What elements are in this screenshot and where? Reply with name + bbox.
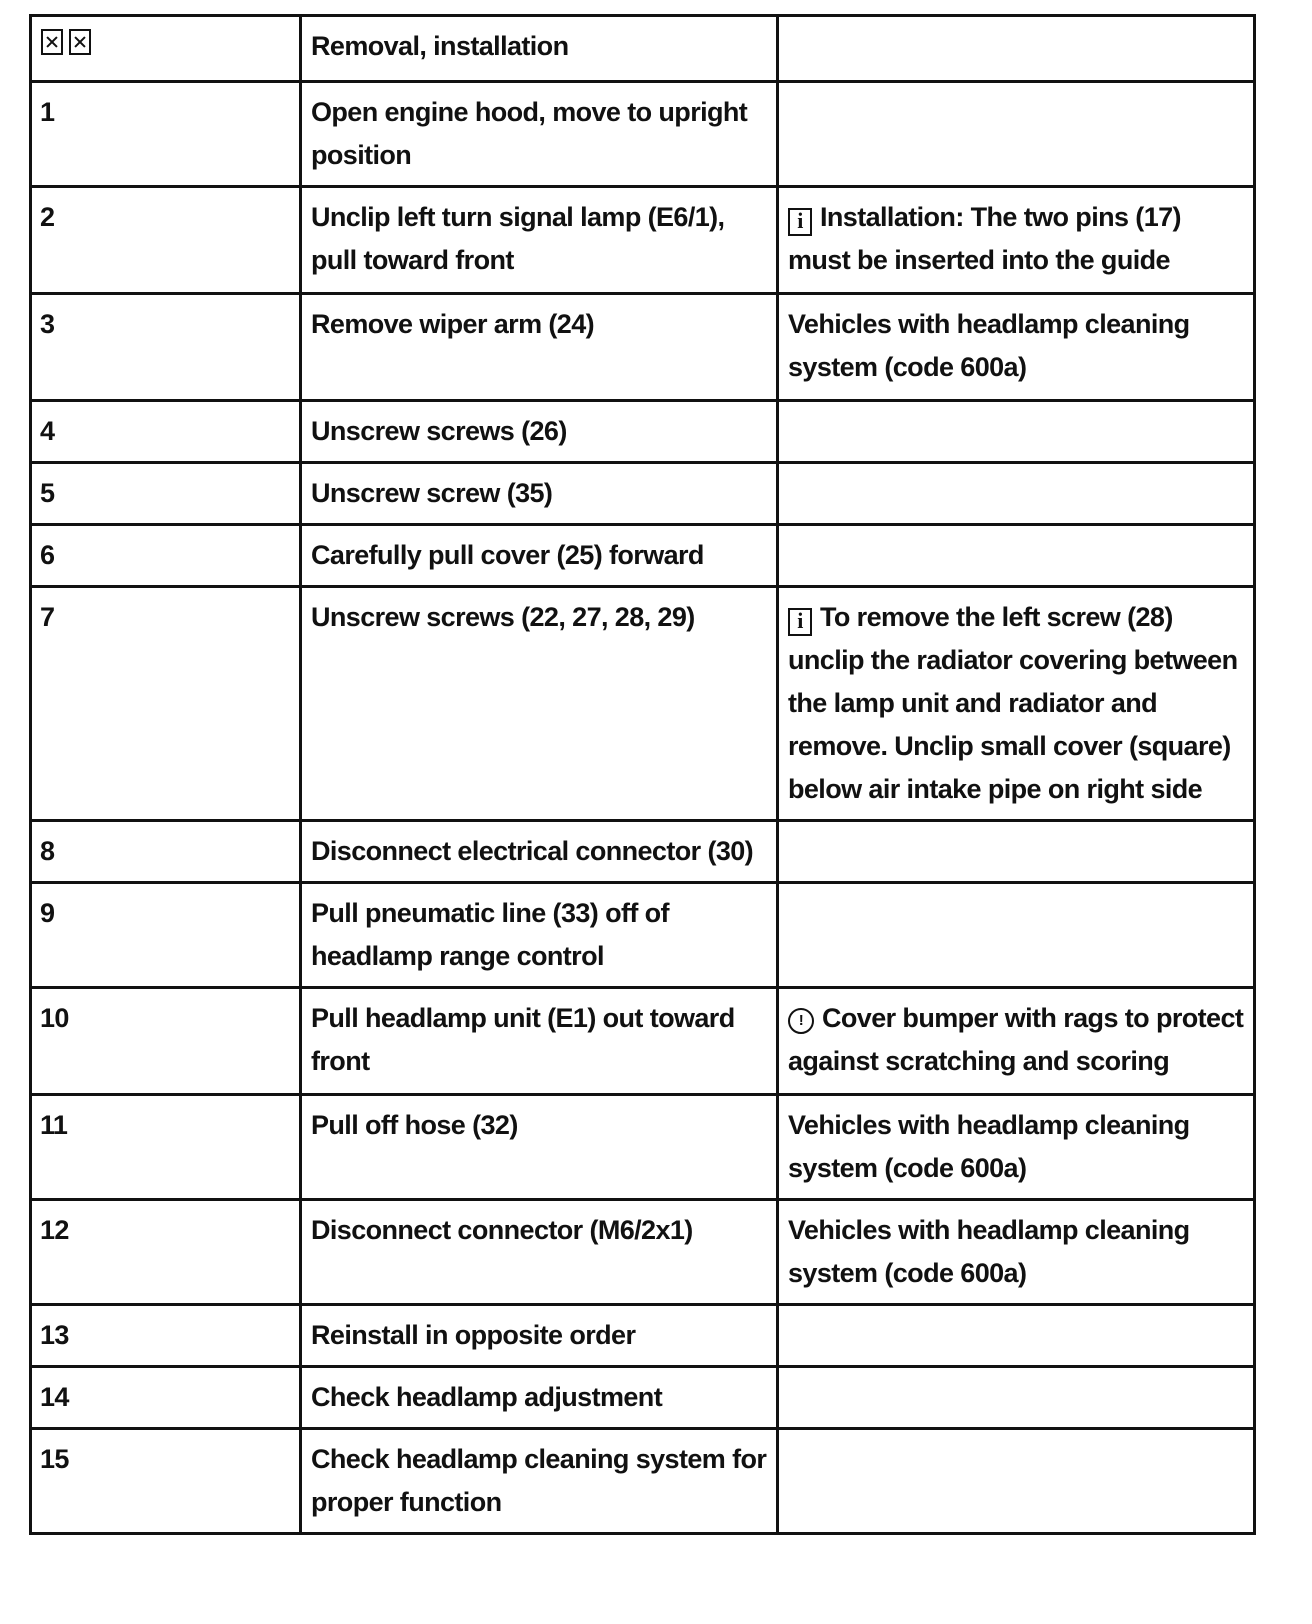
step-action: Open engine hood, move to upright position <box>301 82 778 187</box>
step-note <box>778 1200 1255 1305</box>
table-row <box>31 1200 1255 1305</box>
step-number: 3 <box>31 294 301 401</box>
step-action: Pull headlamp unit (E1) out toward front <box>301 988 778 1095</box>
step-action: Reinstall in opposite order <box>301 1305 778 1367</box>
step-number: 13 <box>31 1305 301 1367</box>
exploded-view-icon <box>41 29 63 55</box>
step-number: 11 <box>31 1095 301 1200</box>
step-number: 6 <box>31 525 301 587</box>
step-number: 1 <box>31 82 301 187</box>
table-row <box>31 525 1255 587</box>
table-row <box>31 294 1255 401</box>
step-note <box>778 401 1255 463</box>
step-action: Unscrew screws (22, 27, 28, 29) <box>301 587 778 821</box>
step-action: Disconnect connector (M6/2x1) <box>301 1200 778 1305</box>
step-number: 12 <box>31 1200 301 1305</box>
step-note <box>778 883 1255 988</box>
step-note <box>778 821 1255 883</box>
header-notes <box>778 16 1255 82</box>
step-note-text: Installation: The two pins (17) must be inserted into the guide <box>788 202 1181 275</box>
step-action: Remove wiper arm (24) <box>301 294 778 401</box>
step-action: Unclip left turn signal lamp (E6/1), pull toward front <box>301 187 778 294</box>
step-number: 9 <box>31 883 301 988</box>
step-number: 14 <box>31 1367 301 1429</box>
step-note <box>778 988 1255 1095</box>
table-row <box>31 1429 1255 1534</box>
step-number: 8 <box>31 821 301 883</box>
table-row <box>31 1095 1255 1200</box>
procedure-table <box>29 14 1256 1535</box>
table-row <box>31 82 1255 187</box>
step-note <box>778 525 1255 587</box>
step-note <box>778 1367 1255 1429</box>
step-action: Pull off hose (32) <box>301 1095 778 1200</box>
table-row <box>31 821 1255 883</box>
table-header-row <box>31 16 1255 82</box>
step-action: Check headlamp cleaning system for proper function <box>301 1429 778 1534</box>
step-note <box>778 1305 1255 1367</box>
step-note-text: Vehicles with headlamp cleaning system (code 600a) <box>788 309 1190 382</box>
step-note <box>778 1095 1255 1200</box>
header-title: Removal, installation <box>301 16 778 82</box>
header-icons-cell <box>31 16 301 82</box>
step-note <box>778 463 1255 525</box>
step-note <box>778 587 1255 821</box>
table-row <box>31 883 1255 988</box>
step-action: Disconnect electrical connector (30) <box>301 821 778 883</box>
step-number: 2 <box>31 187 301 294</box>
info-icon: i <box>788 208 812 236</box>
step-number: 4 <box>31 401 301 463</box>
caution-icon: ! <box>788 1008 814 1034</box>
step-note-text: Cover bumper with rags to protect against scratching and scoring <box>788 1003 1244 1076</box>
step-number: 15 <box>31 1429 301 1534</box>
step-note <box>778 1429 1255 1534</box>
info-icon: i <box>788 608 812 636</box>
step-note <box>778 82 1255 187</box>
step-number: 7 <box>31 587 301 821</box>
exploded-view-icon <box>69 29 91 55</box>
step-action: Pull pneumatic line (33) off of headlamp range control <box>301 883 778 988</box>
step-action: Unscrew screw (35) <box>301 463 778 525</box>
table-row <box>31 988 1255 1095</box>
table-row <box>31 1367 1255 1429</box>
step-number: 5 <box>31 463 301 525</box>
step-action: Check headlamp adjustment <box>301 1367 778 1429</box>
table-row <box>31 401 1255 463</box>
step-note-text: To remove the left screw (28) unclip the radiator covering between the lamp unit and radiator and remove. Unclip small cover (square) below air intake pipe on right side <box>788 602 1238 804</box>
table-row <box>31 1305 1255 1367</box>
procedure-table-body <box>31 16 1255 1534</box>
step-action: Unscrew screws (26) <box>301 401 778 463</box>
step-number: 10 <box>31 988 301 1095</box>
step-action: Carefully pull cover (25) forward <box>301 525 778 587</box>
step-note <box>778 187 1255 294</box>
step-note-text: Vehicles with headlamp cleaning system (code 600a) <box>788 1110 1190 1183</box>
table-row <box>31 587 1255 821</box>
table-row <box>31 187 1255 294</box>
table-row <box>31 463 1255 525</box>
step-note-text: Vehicles with headlamp cleaning system (code 600a) <box>788 1215 1190 1288</box>
step-note <box>778 294 1255 401</box>
